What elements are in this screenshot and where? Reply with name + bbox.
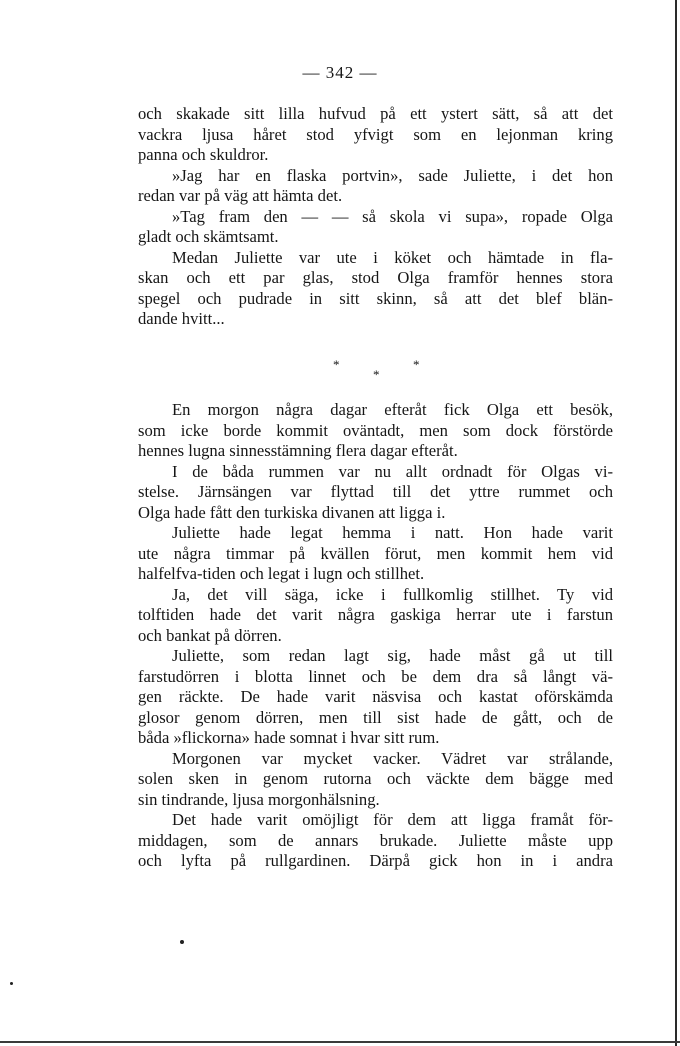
text-line: vackra ljusa håret stod yfvigt som en lejonman kring xyxy=(138,124,613,144)
text-line: ute några timmar på kvällen förut, men kommit hem vid xyxy=(138,543,613,563)
text-line: hennes lugna sinnesstämning flera dagar efteråt. xyxy=(138,441,458,460)
text-line: dande hvitt... xyxy=(138,309,225,328)
text-line: Medan Juliette var ute i köket och hämtade in fla- xyxy=(172,247,613,267)
text-line: och skakade sitt lilla hufvud på ett ystert sätt, så att det xyxy=(138,104,613,123)
text-line: solen sken in genom rutorna och väckte dem bägge med xyxy=(138,769,613,788)
text-line: farstudörren i blotta linnet och be dem dra så långt vä- xyxy=(138,666,613,686)
text-line: panna och skuldror. xyxy=(138,145,269,164)
text-line: och lyfta på rullgardinen. Därpå gick hon in i andra xyxy=(138,851,613,870)
text-line: redan var på väg att hämta det. xyxy=(138,186,343,205)
text-line: gladt och skämtsamt. xyxy=(138,227,279,246)
text-line: stelse. Järnsängen var flyttad till det yttre rummet och xyxy=(138,482,613,501)
text-line: I de båda rummen var nu allt ordnadt för Olgas vi- xyxy=(172,461,613,481)
text-line: Ja, det vill säga, icke i fullkomlig stillhet. Ty vid xyxy=(172,584,613,604)
text-line: spegel och pudrade in sitt skinn, så att det blef blän- xyxy=(138,288,613,308)
text-line: halfelfva-tiden och legat i lugn och stillhet. xyxy=(138,564,425,583)
text-line: Juliette, som redan lagt sig, hade måst gå ut till xyxy=(172,646,613,665)
text-line: »Jag har en flaska portvin», sade Juliette, i det hon xyxy=(172,165,613,185)
text-line: Olga hade fått den turkiska divanen att ligga i. xyxy=(138,502,446,522)
page-bottom-edge xyxy=(0,1041,680,1043)
page-number: — 342 — xyxy=(302,63,378,82)
text-line: som icke borde kommit oväntadt, men som dock förstörde xyxy=(138,420,613,440)
text-line: middagen, som de annars brukade. Juliette måste upp xyxy=(138,830,613,850)
text-line: och bankat på dörren. xyxy=(138,625,282,645)
text-block-2 xyxy=(138,400,613,872)
asterisk: * xyxy=(333,357,340,372)
ink-speck xyxy=(10,982,13,985)
text-line: Juliette hade legat hemma i natt. Hon hade varit xyxy=(172,523,613,542)
text-block-1 xyxy=(138,104,613,330)
text-line: glosor genom dörren, men till sist hade de gått, och de xyxy=(138,707,613,727)
asterisk: * xyxy=(373,367,380,382)
text-line: tolftiden hade det varit några gaskiga herrar ute i farstun xyxy=(138,605,613,624)
asterisk: * xyxy=(413,357,420,372)
section-separator xyxy=(0,355,680,385)
ink-speck xyxy=(180,940,184,944)
page-right-edge xyxy=(675,0,677,1046)
text-line: sin tindrande, ljusa morgonhälsning. xyxy=(138,789,380,809)
text-line: En morgon några dagar efteråt fick Olga ett besök, xyxy=(172,400,613,419)
text-line: Morgonen var mycket vacker. Vädret var strålande, xyxy=(172,748,613,768)
text-line: »Tag fram den — — så skola vi supa», ropade Olga xyxy=(172,206,613,226)
text-line: Det hade varit omöjligt för dem att ligga framåt för- xyxy=(172,810,613,829)
text-line: gen räckte. De hade varit näsvisa och kastat oförskämda xyxy=(138,687,613,706)
text-line: båda »flickorna» hade somnat i hvar sitt rum. xyxy=(138,728,440,747)
text-line: skan och ett par glas, stod Olga framför hennes stora xyxy=(138,268,613,287)
